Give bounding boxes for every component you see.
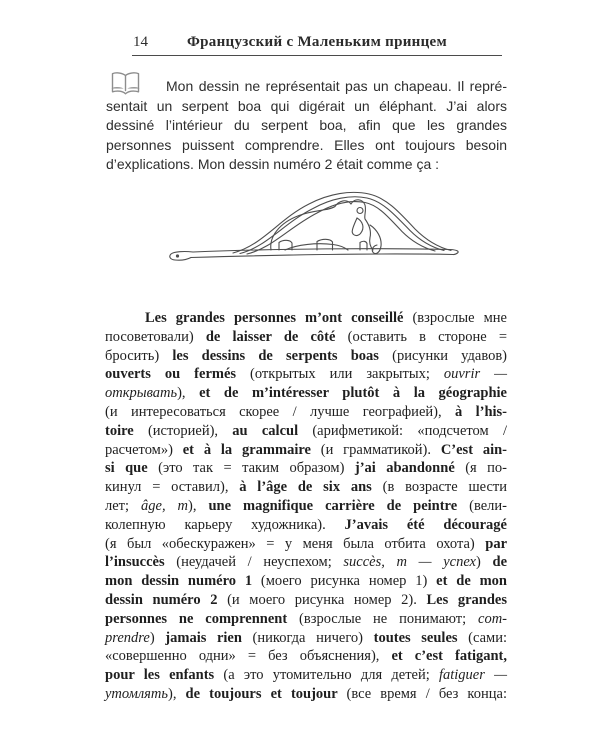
text-line: открывать), et de m’intéresser plutôt à la géographie (105, 385, 507, 402)
text-line: бросить) les dessins de serpents boas (рисунки удавов) (105, 347, 507, 364)
header-title: Французский с Маленьким принцем (186, 34, 448, 50)
page-header (132, 34, 502, 54)
text-line: Les grandes personnes m’ont conseillé (взрослые мне (145, 310, 507, 326)
text-line: утомлять), de toujours et toujour (все время / без конца: (105, 685, 507, 702)
text-line: personnes puissent comprendre. Elles ont toujours besoin (106, 136, 507, 153)
text-line: (я был «обескуражен» = у меня была отбита охота) par (105, 535, 507, 552)
text-line: расчетом») et à la grammaire (и грамматикой). C’est ain- (105, 441, 508, 458)
page-number: 14 (133, 34, 148, 50)
boa-elephant-drawing (167, 185, 465, 280)
header-rule (132, 55, 502, 56)
text-line: l’insuccès (неудачей / неуспехом; succès, m — успех) de (105, 554, 507, 571)
text-line: dessin numéro 2 (и моего рисунка номер 2). Les grandes (105, 591, 507, 608)
text-line: dessiné l’intérieur du serpent boa, afin que les grandes (106, 117, 507, 134)
french-intro-paragraph (106, 77, 507, 175)
text-line: Mon dessin ne représentait pas un chapeau. Il repré- (166, 78, 507, 94)
commentary-paragraph (105, 309, 507, 704)
text-line: кинул = оставил), à l’âge de six ans (в возрасте шести (105, 479, 507, 496)
text-line: pour les enfants (а это утомительно для детей; fatiguer — (105, 667, 507, 684)
text-line: personnes ne comprennent (взрослые не понимают; com- (105, 610, 508, 627)
text-line: колепную карьеру художника). J’avais été découragé (105, 516, 507, 533)
text-line: toire (историей), au calcul (арифметикой: «подсчетом / (105, 422, 507, 439)
text-line: посоветовали) de laisser de côté (оставить в стороне = (105, 328, 507, 345)
text-line: si que (это так = таким образом) j’ai abandonné (я по- (105, 460, 507, 477)
text-line: prendre) jamais rien (никогда ничего) toutes seules (сами: (105, 629, 507, 646)
text-line: «совершенно одни» = без объяснения), et c’est fatigant, (105, 648, 507, 665)
text-line: (и интересоваться скорее / лучше географией), à l’his- (105, 403, 508, 420)
text-line: ouverts ou fermés (открытых или закрытых; ouvrir — (105, 366, 507, 383)
text-line: sentait un serpent boa qui digérait un éléphant. J’ai alors (106, 97, 507, 114)
text-line: d’explications. Mon dessin numéro 2 était comme ça : (106, 156, 440, 173)
text-line: mon dessin numéro 1 (моего рисунка номер 1) et de mon (105, 573, 507, 590)
text-line: лет; âge, m), une magnifique carrière de peintre (вели- (105, 497, 507, 514)
